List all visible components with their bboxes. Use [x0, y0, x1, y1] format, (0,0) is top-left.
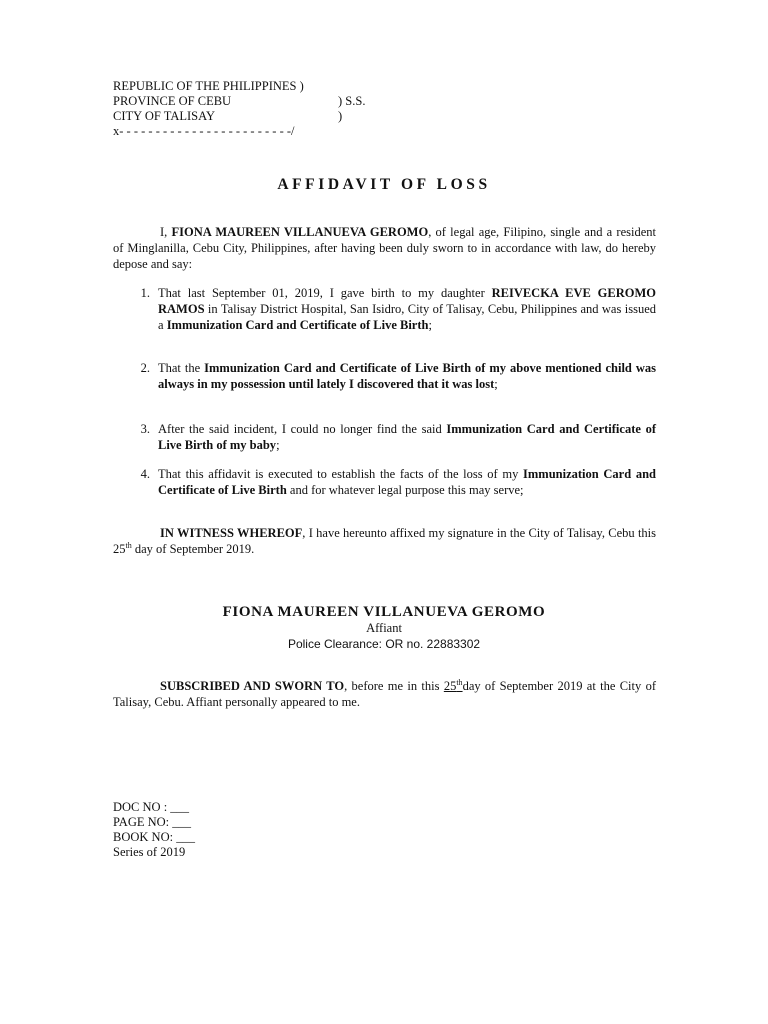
jurat-ordinal: th — [456, 677, 463, 687]
affiant-name: FIONA MAUREEN VILLANUEVA GEROMO — [222, 604, 546, 620]
venue-ss: ) S.S. — [338, 94, 366, 108]
venue-line — [113, 109, 365, 124]
list-item — [113, 360, 656, 392]
bold-run: Immunization Card and Certificate of Live Birth of my baby — [158, 422, 656, 452]
document-title: AFFIDAVIT OF LOSS — [277, 176, 491, 193]
text-run: in Talisay District Hospital, San Isidro, City of Talisay, Cebu, Philippines and was issued a — [158, 302, 656, 332]
venue-line — [113, 94, 365, 109]
text-run: That this affidavit is executed to establish the facts of the loss of my — [158, 467, 524, 481]
witness-text: day of September 2019. — [131, 542, 255, 556]
list-item — [113, 285, 656, 333]
text-run: ; — [494, 377, 498, 391]
list-number: 3. — [140, 422, 150, 436]
jurat-day — [444, 679, 463, 693]
text-run: That last September 01, 2019, I gave birth to my daughter — [158, 286, 492, 300]
series: Series of 2019 — [113, 845, 186, 859]
list-text — [158, 285, 656, 333]
venue-line — [113, 79, 365, 94]
jurat-text: day of September 2019 at the City of Talisay, Cebu. Affiant personally appeared to me. — [113, 679, 656, 709]
intro-post: , of legal age, Filipino, single and a resident of Minglanilla, Cebu City, Philippines, after having been duly sworn to in accordance with law, do hereby depose and say: — [113, 225, 657, 271]
list-number: 2. — [140, 361, 150, 375]
bold-run: Immunization Card and Certificate of Live Birth — [158, 467, 656, 497]
text-run: and for whatever legal purpose this may serve; — [286, 483, 524, 497]
police-clearance: Police Clearance: OR no. 22883302 — [287, 637, 481, 651]
bold-run: Immunization Card and Certificate of Live Birth — [166, 318, 429, 332]
venue-block — [113, 79, 365, 139]
jurat-text: , before me in this — [344, 679, 444, 693]
venue-republic: REPUBLIC OF THE PHILIPPINES ) — [113, 79, 304, 93]
book-no: BOOK NO: ___ — [113, 830, 195, 844]
witness-ordinal: th — [125, 540, 132, 550]
list-text — [158, 466, 656, 498]
witness-bold: IN WITNESS WHEREOF — [160, 526, 303, 540]
list-item — [113, 466, 656, 498]
venue-paren: ) — [338, 109, 343, 123]
affiant-name-inline: FIONA MAUREEN VILLANUEVA GEROMO — [171, 225, 429, 239]
venue-line — [113, 124, 365, 139]
jurat-paragraph — [113, 678, 656, 710]
list-text — [158, 360, 656, 392]
text-run: ; — [276, 438, 280, 452]
witness-paragraph — [113, 525, 656, 557]
venue-city: CITY OF TALISAY — [113, 109, 216, 123]
venue-province: PROVINCE OF CEBU — [113, 94, 232, 108]
intro-pre: I, — [160, 225, 172, 239]
notarial-register — [113, 800, 195, 860]
jurat-bold: SUBSCRIBED AND SWORN TO — [160, 679, 345, 693]
list-item — [113, 421, 656, 453]
text-run: That the — [158, 361, 205, 375]
intro-paragraph — [113, 224, 656, 272]
list-number: 4. — [140, 467, 150, 481]
jurat-day-number: 25 — [443, 679, 457, 693]
list-number: 1. — [140, 286, 150, 300]
venue-separator: x- - - - - - - - - - - - - - - - - - - - - - - -/ — [113, 124, 295, 138]
doc-no: DOC NO : ___ — [113, 800, 190, 814]
affiant-block — [0, 603, 768, 652]
text-run: After the said incident, I could no longer find the said — [158, 422, 447, 436]
bold-run: REIVECKA EVE GEROMO RAMOS — [158, 286, 657, 316]
affiant-label: Affiant — [366, 621, 402, 635]
bold-run: Immunization Card and Certificate of Live Birth of my above mentioned child was always in my possession until lately I discovered that it was lost — [158, 361, 656, 391]
page-no: PAGE NO: ___ — [113, 815, 192, 829]
list-text — [158, 421, 656, 453]
witness-text: , I have hereunto affixed my signature in the City of Talisay, Cebu this 25 — [113, 526, 657, 556]
text-run: ; — [428, 318, 432, 332]
